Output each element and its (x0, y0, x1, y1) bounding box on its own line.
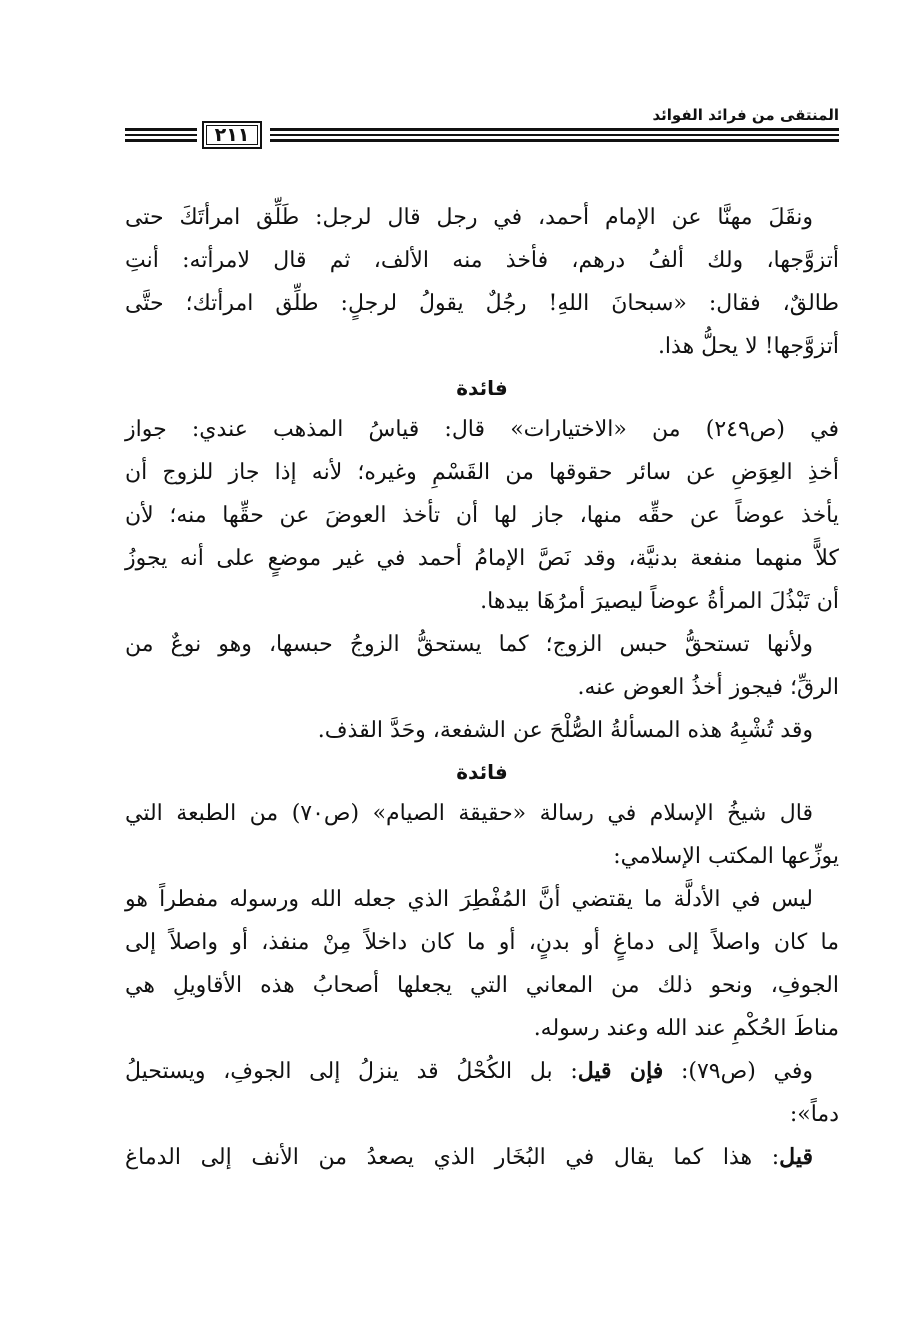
text-line: ولأنها تستحقُّ حبس الزوج؛ كما يستحقُّ الزوجُ حبسها، وهو نوعٌ من (125, 632, 813, 657)
text-line: أتزوَّجها، ولك ألفُ درهم، فأخذ منه الألف، ثم قال لامرأته: أنتِ (125, 248, 839, 273)
paragraph-kohl (125, 1050, 839, 1136)
text-fragment: : هذا كما يقال في البُخَار الذي يصعدُ من الأنف إلى الدماغ (125, 1145, 780, 1170)
section-heading: فائدة (456, 760, 508, 784)
header-rule-right (270, 128, 839, 146)
paragraph-imam-ahmad-divorce (125, 196, 839, 368)
text-line (125, 1050, 839, 1093)
text-line: مناطَ الحُكْمِ عند الله وعند رسوله. (533, 1016, 839, 1041)
running-title: المنتقى من فرائد الفوائد (652, 106, 839, 124)
text-line: ليس في الأدلَّة ما يقتضي أنَّ المُفْطِرَ الذي جعله الله ورسوله مفطراً هو (125, 887, 813, 912)
page-number: ٢١١ (202, 121, 262, 149)
text-line: أتزوَّجها! لا يحلُّ هذا. (657, 334, 839, 359)
paragraph-bukhar (125, 1136, 839, 1179)
text-line: قال شيخُ الإسلام في رسالة «حقيقة الصيام» (ص٧٠) من الطبعة التي (125, 801, 813, 826)
section-heading: فائدة (456, 376, 508, 400)
text-line: وقد تُشْبِهُ هذه المسألةُ الصُّلْحَ عن الشفعة، وحَدَّ القذف. (317, 718, 813, 743)
text-line: الرقِّ؛ فيجوز أخذُ العوض عنه. (577, 675, 839, 700)
paragraph-haqiqat-alsiyam (125, 792, 839, 878)
header-rule-left (125, 128, 197, 146)
text-line: دماً»: (789, 1102, 839, 1127)
bold-term: فإن قيل (577, 1058, 664, 1084)
text-line: طالقٌ، فقال: «سبحانَ اللهِ! رجُلٌ يقولُ لرجلٍ: طلِّق امرأتك؛ حتَّى (125, 291, 839, 316)
text-line (125, 1136, 839, 1179)
bold-term: قيل (779, 1144, 813, 1170)
text-line: أن تَبْذُلَ المرأةُ عوضاً ليصيرَ أمرُهَا بيدها. (480, 589, 839, 614)
text-line: ما كان واصلاً إلى دماغٍ أو بدنٍ، أو ما كان داخلاً مِنْ منفذ، أو واصلاً إلى (125, 930, 839, 955)
text-fragment: وفي (ص٧٩): (663, 1059, 813, 1084)
text-line: يأخذ عوضاً عن حقِّه منها، جاز لها أن تأخذ العوضَ عن حقِّها منه؛ لأن (125, 503, 839, 528)
paragraph-ikhtiyarat (125, 408, 839, 623)
paragraph-husband-confinement (125, 623, 839, 709)
text-line: كلاًّ منهما منفعة بدنيَّة، وقد نَصَّ الإمامُ أحمد في غير موضعٍ على أنه يجوزُ (125, 546, 839, 571)
page-body (125, 196, 839, 1179)
paragraph-muftir (125, 878, 839, 1050)
text-line: في (ص٢٤٩) من «الاختيارات» قال: قياسُ المذهب عندي: جواز (125, 417, 840, 442)
text-line: الجوفِ، ونحو ذلك من المعاني التي يجعلها أصحابُ هذه الأقاويلِ هي (125, 973, 839, 998)
text-fragment: : بل الكُحْلُ قد ينزلُ إلى الجوفِ، ويستحيلُ (125, 1059, 578, 1084)
text-line: يوزِّعها المكتب الإسلامي: (613, 844, 839, 869)
text-line: ونقَلَ مهنَّا عن الإمام أحمد، في رجل قال لرجل: طَلِّق امرأتَكَ حتى (125, 205, 813, 230)
text-line: أخذِ العِوَضِ عن سائر حقوقها من القَسْمِ وغيره؛ لأنه إذا جاز للزوج أن (125, 460, 839, 485)
paragraph-shufah (125, 709, 839, 752)
